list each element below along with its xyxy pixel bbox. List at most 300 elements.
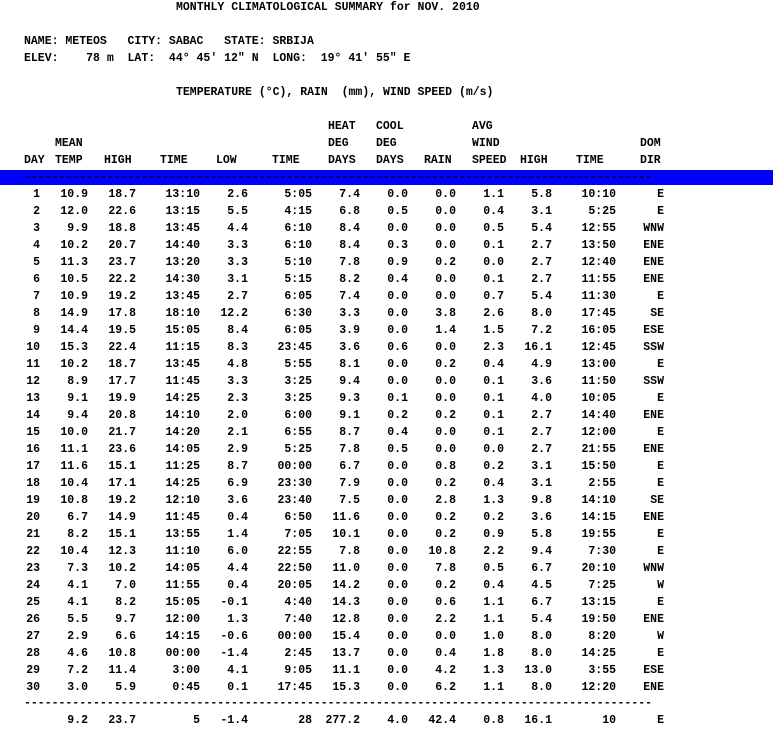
- cell-mean-temp: 4.1: [67, 579, 88, 592]
- cell-high-time: 14:40: [165, 239, 200, 252]
- cell-wind-high-time: 10:05: [581, 392, 616, 405]
- cell-dom-dir: ENE: [643, 256, 664, 269]
- report-title: MONTHLY CLIMATOLOGICAL SUMMARY for NOV. 2010: [176, 1, 480, 14]
- cell-mean-temp: 4.1: [67, 596, 88, 609]
- cell-low-temp: 3.6: [227, 494, 248, 507]
- cell-rain: 0.2: [435, 477, 456, 490]
- cell-heat-deg-days: 7.8: [339, 256, 360, 269]
- cell-high-temp: 6.6: [115, 630, 136, 643]
- cell-dom-dir: E: [657, 290, 664, 303]
- cell-high-time: 14:05: [165, 562, 200, 575]
- cell-rain: 0.0: [435, 630, 456, 643]
- cell-heat-deg-days: 7.8: [339, 545, 360, 558]
- cell-avg-wind-speed: 0.2: [483, 511, 504, 524]
- cell-high-temp: 19.2: [108, 290, 136, 303]
- cell-mean-temp: 8.9: [67, 375, 88, 388]
- cell-day: 29: [26, 664, 40, 677]
- header-heat-deg: DEG: [328, 137, 349, 150]
- cell-low-time: 6:00: [284, 409, 312, 422]
- cell-heat-deg-days: 277.2: [325, 714, 360, 727]
- cell-avg-wind-speed: 2.2: [483, 545, 504, 558]
- cell-mean-temp: 7.2: [67, 664, 88, 677]
- cell-low-temp: 0.4: [227, 579, 248, 592]
- cell-low-time: 00:00: [277, 630, 312, 643]
- cell-day: 25: [26, 596, 40, 609]
- cell-high-time: 11:25: [165, 460, 200, 473]
- cell-high-temp: 10.8: [108, 647, 136, 660]
- cell-high-time: 13:55: [165, 528, 200, 541]
- cell-dom-dir: W: [657, 579, 664, 592]
- cell-mean-temp: 14.4: [60, 324, 88, 337]
- cell-low-temp: 4.1: [227, 664, 248, 677]
- table-row: [0, 681, 773, 698]
- cell-wind-high-time: 19:55: [581, 528, 616, 541]
- cell-high-temp: 20.7: [108, 239, 136, 252]
- header-speed: SPEED: [472, 154, 507, 167]
- cell-high-time: 0:45: [172, 681, 200, 694]
- cell-heat-deg-days: 7.8: [339, 443, 360, 456]
- cell-dom-dir: SSW: [643, 375, 664, 388]
- cell-avg-wind-speed: 0.1: [483, 239, 504, 252]
- cell-mean-temp: 10.4: [60, 545, 88, 558]
- header-high: HIGH: [104, 154, 132, 167]
- cell-low-time: 3:25: [284, 375, 312, 388]
- cell-high-time: 14:30: [165, 273, 200, 286]
- cell-high-time: 18:10: [165, 307, 200, 320]
- cell-wind-high: 9.4: [531, 545, 552, 558]
- cell-avg-wind-speed: 0.9: [483, 528, 504, 541]
- cell-mean-temp: 4.6: [67, 647, 88, 660]
- cell-wind-high: 2.7: [531, 409, 552, 422]
- cell-low-time: 23:30: [277, 477, 312, 490]
- cell-cool-deg-days: 0.0: [387, 460, 408, 473]
- cell-day: 12: [26, 375, 40, 388]
- cell-high-temp: 23.7: [108, 714, 136, 727]
- cell-low-temp: 8.7: [227, 460, 248, 473]
- cell-cool-deg-days: 4.0: [387, 714, 408, 727]
- table-row: [0, 562, 773, 579]
- cell-heat-deg-days: 7.9: [339, 477, 360, 490]
- cell-rain: 3.8: [435, 307, 456, 320]
- cell-low-temp: 0.4: [227, 511, 248, 524]
- cell-avg-wind-speed: 1.1: [483, 596, 504, 609]
- cell-high-time: 15:05: [165, 596, 200, 609]
- cell-day: 18: [26, 477, 40, 490]
- cell-high-temp: 9.7: [115, 613, 136, 626]
- cell-wind-high-time: 7:30: [588, 545, 616, 558]
- cell-low-time: 5:55: [284, 358, 312, 371]
- cell-heat-deg-days: 11.6: [332, 511, 360, 524]
- cell-avg-wind-speed: 0.1: [483, 392, 504, 405]
- cell-day: 5: [33, 256, 40, 269]
- table-row: [0, 477, 773, 494]
- cell-wind-high: 2.7: [531, 443, 552, 456]
- cell-high-temp: 23.7: [108, 256, 136, 269]
- cell-day: 1: [33, 188, 40, 201]
- cell-avg-wind-speed: 0.0: [483, 443, 504, 456]
- table-row: [0, 579, 773, 596]
- cell-heat-deg-days: 9.3: [339, 392, 360, 405]
- cell-wind-high: 8.0: [531, 630, 552, 643]
- cell-cool-deg-days: 0.0: [387, 630, 408, 643]
- cell-rain: 0.2: [435, 256, 456, 269]
- table-row: [0, 545, 773, 562]
- cell-avg-wind-speed: 0.4: [483, 477, 504, 490]
- table-row: [0, 426, 773, 443]
- cell-mean-temp: 14.9: [60, 307, 88, 320]
- cell-wind-high: 16.1: [524, 341, 552, 354]
- cell-rain: 0.2: [435, 511, 456, 524]
- cell-low-time: 22:50: [277, 562, 312, 575]
- cell-cool-deg-days: 0.4: [387, 426, 408, 439]
- cell-dom-dir: E: [657, 426, 664, 439]
- cell-avg-wind-speed: 2.6: [483, 307, 504, 320]
- cell-cool-deg-days: 0.0: [387, 664, 408, 677]
- cell-rain: 0.2: [435, 358, 456, 371]
- station-line-1: NAME: METEOS CITY: SABAC STATE: SRBIJA: [24, 35, 314, 48]
- table-row: [0, 443, 773, 460]
- cell-mean-temp: 10.0: [60, 426, 88, 439]
- cell-wind-high-time: 2:55: [588, 477, 616, 490]
- cell-wind-high-time: 10: [602, 714, 616, 727]
- cell-avg-wind-speed: 0.1: [483, 375, 504, 388]
- cell-low-time: 3:25: [284, 392, 312, 405]
- cell-low-temp: 8.3: [227, 341, 248, 354]
- cell-high-temp: 17.7: [108, 375, 136, 388]
- cell-cool-deg-days: 0.6: [387, 341, 408, 354]
- cell-cool-deg-days: 0.0: [387, 647, 408, 660]
- cell-mean-temp: 9.9: [67, 222, 88, 235]
- cell-wind-high-time: 12:40: [581, 256, 616, 269]
- cell-mean-temp: 10.2: [60, 239, 88, 252]
- cell-dom-dir: WNW: [643, 562, 664, 575]
- table-row: [0, 239, 773, 256]
- header-cool: COOL: [376, 120, 404, 133]
- cell-low-temp: -1.4: [220, 647, 248, 660]
- table-row: [0, 647, 773, 664]
- cell-wind-high-time: 3:55: [588, 664, 616, 677]
- cell-dom-dir: ENE: [643, 511, 664, 524]
- cell-day: 28: [26, 647, 40, 660]
- cell-low-time: 5:15: [284, 273, 312, 286]
- cell-rain: 0.4: [435, 647, 456, 660]
- cell-cool-deg-days: 0.0: [387, 358, 408, 371]
- cell-avg-wind-speed: 1.3: [483, 494, 504, 507]
- cell-high-temp: 17.1: [108, 477, 136, 490]
- cell-cool-deg-days: 0.0: [387, 290, 408, 303]
- table-row: [0, 222, 773, 239]
- cell-wind-high: 8.0: [531, 307, 552, 320]
- cell-mean-temp: 10.8: [60, 494, 88, 507]
- cell-wind-high-time: 7:25: [588, 579, 616, 592]
- cell-day: 15: [26, 426, 40, 439]
- cell-low-temp: 2.9: [227, 443, 248, 456]
- cell-cool-deg-days: 0.0: [387, 222, 408, 235]
- cell-low-temp: 3.3: [227, 256, 248, 269]
- table-row: [0, 664, 773, 681]
- cell-mean-temp: 11.3: [60, 256, 88, 269]
- cell-dom-dir: SE: [650, 307, 664, 320]
- header-wind-high: HIGH: [520, 154, 548, 167]
- cell-cool-deg-days: 0.0: [387, 545, 408, 558]
- cell-cool-deg-days: 0.0: [387, 613, 408, 626]
- cell-dom-dir: E: [657, 596, 664, 609]
- cell-low-time: 5:25: [284, 443, 312, 456]
- cell-heat-deg-days: 7.5: [339, 494, 360, 507]
- cell-low-time: 28: [298, 714, 312, 727]
- cell-high-time: 12:00: [165, 613, 200, 626]
- cell-wind-high-time: 12:55: [581, 222, 616, 235]
- cell-heat-deg-days: 12.8: [332, 613, 360, 626]
- cell-wind-high: 3.6: [531, 511, 552, 524]
- cell-day: 17: [26, 460, 40, 473]
- cell-cool-deg-days: 0.0: [387, 324, 408, 337]
- cell-mean-temp: 7.3: [67, 562, 88, 575]
- cell-avg-wind-speed: 1.1: [483, 681, 504, 694]
- cell-cool-deg-days: 0.0: [387, 307, 408, 320]
- cell-avg-wind-speed: 0.5: [483, 562, 504, 575]
- table-row: [0, 511, 773, 528]
- cell-dom-dir: ENE: [643, 273, 664, 286]
- cell-low-temp: 8.4: [227, 324, 248, 337]
- cell-dom-dir: ENE: [643, 681, 664, 694]
- cell-day: 26: [26, 613, 40, 626]
- cell-low-temp: 4.4: [227, 562, 248, 575]
- cell-low-temp: 3.3: [227, 375, 248, 388]
- header-avg: AVG: [472, 120, 493, 133]
- cell-wind-high-time: 11:55: [581, 273, 616, 286]
- cell-wind-high: 3.1: [531, 460, 552, 473]
- cell-dom-dir: E: [657, 188, 664, 201]
- cell-high-temp: 7.0: [115, 579, 136, 592]
- cell-low-time: 6:10: [284, 239, 312, 252]
- cell-rain: 0.2: [435, 528, 456, 541]
- cell-heat-deg-days: 15.4: [332, 630, 360, 643]
- cell-high-time: 13:10: [165, 188, 200, 201]
- cell-rain: 0.0: [435, 290, 456, 303]
- cell-heat-deg-days: 7.4: [339, 188, 360, 201]
- cell-high-temp: 20.8: [108, 409, 136, 422]
- cell-low-temp: 5.5: [227, 205, 248, 218]
- cell-day: 11: [26, 358, 40, 371]
- cell-high-temp: 15.1: [108, 460, 136, 473]
- cell-avg-wind-speed: 0.0: [483, 256, 504, 269]
- cell-low-temp: -0.1: [220, 596, 248, 609]
- cell-low-temp: -0.6: [220, 630, 248, 643]
- cell-day: 4: [33, 239, 40, 252]
- cell-high-time: 15:05: [165, 324, 200, 337]
- cell-avg-wind-speed: 1.0: [483, 630, 504, 643]
- table-row: [0, 528, 773, 545]
- header-time-high: TIME: [160, 154, 188, 167]
- cell-high-time: 13:45: [165, 222, 200, 235]
- cell-wind-high: 3.1: [531, 477, 552, 490]
- cell-rain: 4.2: [435, 664, 456, 677]
- cell-heat-deg-days: 15.3: [332, 681, 360, 694]
- cell-day: 30: [26, 681, 40, 694]
- cell-avg-wind-speed: 0.2: [483, 460, 504, 473]
- cell-low-time: 4:15: [284, 205, 312, 218]
- cell-wind-high: 2.7: [531, 426, 552, 439]
- cell-low-temp: 1.3: [227, 613, 248, 626]
- cell-cool-deg-days: 0.4: [387, 273, 408, 286]
- header-dom: DOM: [640, 137, 661, 150]
- cell-low-temp: 4.4: [227, 222, 248, 235]
- cell-rain: 0.0: [435, 341, 456, 354]
- cell-wind-high: 4.0: [531, 392, 552, 405]
- table-row: [0, 188, 773, 205]
- cell-dom-dir: ENE: [643, 239, 664, 252]
- cell-low-temp: 6.9: [227, 477, 248, 490]
- cell-dom-dir: E: [657, 358, 664, 371]
- cell-high-temp: 15.1: [108, 528, 136, 541]
- cell-low-temp: 2.3: [227, 392, 248, 405]
- table-row: [0, 256, 773, 273]
- cell-mean-temp: 10.9: [60, 188, 88, 201]
- cell-rain: 0.0: [435, 205, 456, 218]
- cell-rain: 6.2: [435, 681, 456, 694]
- cell-heat-deg-days: 8.4: [339, 222, 360, 235]
- cell-mean-temp: 10.4: [60, 477, 88, 490]
- cell-rain: 0.0: [435, 443, 456, 456]
- cell-rain: 0.8: [435, 460, 456, 473]
- cell-dom-dir: ESE: [643, 324, 664, 337]
- cell-rain: 10.8: [428, 545, 456, 558]
- cell-low-time: 6:10: [284, 222, 312, 235]
- cell-mean-temp: 10.5: [60, 273, 88, 286]
- table-row: [0, 324, 773, 341]
- table-row: [0, 596, 773, 613]
- cell-wind-high-time: 11:50: [581, 375, 616, 388]
- cell-dom-dir: ESE: [643, 664, 664, 677]
- cell-heat-deg-days: 3.6: [339, 341, 360, 354]
- cell-avg-wind-speed: 0.1: [483, 409, 504, 422]
- cell-high-time: 14:05: [165, 443, 200, 456]
- cell-cool-deg-days: 0.0: [387, 494, 408, 507]
- cell-heat-deg-days: 11.0: [332, 562, 360, 575]
- cell-rain: 0.0: [435, 222, 456, 235]
- cell-heat-deg-days: 9.4: [339, 375, 360, 388]
- cell-heat-deg-days: 14.2: [332, 579, 360, 592]
- cell-cool-deg-days: 0.3: [387, 239, 408, 252]
- cell-low-temp: 1.4: [227, 528, 248, 541]
- cell-high-time: 11:55: [165, 579, 200, 592]
- cell-wind-high: 3.6: [531, 375, 552, 388]
- cell-day: 14: [26, 409, 40, 422]
- cell-heat-deg-days: 6.8: [339, 205, 360, 218]
- cell-day: 10: [26, 341, 40, 354]
- cell-wind-high-time: 15:50: [581, 460, 616, 473]
- cell-heat-deg-days: 8.2: [339, 273, 360, 286]
- cell-low-time: 22:55: [277, 545, 312, 558]
- cell-low-time: 6:30: [284, 307, 312, 320]
- cell-day: 24: [26, 579, 40, 592]
- cell-high-time: 11:45: [165, 375, 200, 388]
- cell-dom-dir: SSW: [643, 341, 664, 354]
- separator-bottom: -------------------------------------------------------------------------------------------: [24, 697, 653, 710]
- cell-wind-high: 4.9: [531, 358, 552, 371]
- cell-mean-temp: 9.1: [67, 392, 88, 405]
- cell-high-temp: 17.8: [108, 307, 136, 320]
- cell-mean-temp: 2.9: [67, 630, 88, 643]
- cell-cool-deg-days: 0.0: [387, 596, 408, 609]
- cell-cool-deg-days: 0.0: [387, 562, 408, 575]
- cell-rain: 42.4: [428, 714, 456, 727]
- cell-dom-dir: E: [657, 714, 664, 727]
- table-row: [0, 613, 773, 630]
- header-time-wind: TIME: [576, 154, 604, 167]
- cell-wind-high: 9.8: [531, 494, 552, 507]
- cell-day: 13: [26, 392, 40, 405]
- cell-avg-wind-speed: 0.8: [483, 714, 504, 727]
- cell-wind-high-time: 21:55: [581, 443, 616, 456]
- cell-wind-high: 2.7: [531, 273, 552, 286]
- cell-cool-deg-days: 0.5: [387, 443, 408, 456]
- cell-low-time: 6:05: [284, 324, 312, 337]
- cell-high-temp: 10.2: [108, 562, 136, 575]
- cell-heat-deg-days: 8.1: [339, 358, 360, 371]
- table-row: [0, 375, 773, 392]
- cell-wind-high: 4.5: [531, 579, 552, 592]
- cell-high-time: 5: [193, 714, 200, 727]
- cell-wind-high-time: 11:30: [581, 290, 616, 303]
- cell-rain: 0.6: [435, 596, 456, 609]
- cell-dom-dir: E: [657, 477, 664, 490]
- table-row: [0, 630, 773, 647]
- cell-heat-deg-days: 9.1: [339, 409, 360, 422]
- cell-cool-deg-days: 0.0: [387, 477, 408, 490]
- cell-avg-wind-speed: 1.3: [483, 664, 504, 677]
- cell-wind-high: 7.2: [531, 324, 552, 337]
- cell-high-time: 11:45: [165, 511, 200, 524]
- cell-cool-deg-days: 0.9: [387, 256, 408, 269]
- cell-rain: 2.2: [435, 613, 456, 626]
- header-mean: MEAN: [55, 137, 83, 150]
- cell-day: 20: [26, 511, 40, 524]
- cell-wind-high: 13.0: [524, 664, 552, 677]
- cell-wind-high: 5.8: [531, 528, 552, 541]
- cell-low-temp: 12.2: [220, 307, 248, 320]
- cell-high-temp: 18.7: [108, 358, 136, 371]
- cell-wind-high: 5.4: [531, 613, 552, 626]
- cell-heat-deg-days: 3.9: [339, 324, 360, 337]
- cell-high-time: 14:15: [165, 630, 200, 643]
- cell-dom-dir: WNW: [643, 222, 664, 235]
- cell-avg-wind-speed: 0.7: [483, 290, 504, 303]
- station-line-2: ELEV: 78 m LAT: 44° 45' 12" N LONG: 19° 41' 55" E: [24, 52, 411, 65]
- cell-low-time: 2:45: [284, 647, 312, 660]
- cell-cool-deg-days: 0.0: [387, 511, 408, 524]
- cell-high-time: 12:10: [165, 494, 200, 507]
- table-row: [0, 392, 773, 409]
- cell-day: 7: [33, 290, 40, 303]
- cell-high-temp: 19.2: [108, 494, 136, 507]
- cell-wind-high: 6.7: [531, 596, 552, 609]
- cell-day: 27: [26, 630, 40, 643]
- table-row: [0, 494, 773, 511]
- cell-wind-high: 8.0: [531, 681, 552, 694]
- cell-dom-dir: E: [657, 528, 664, 541]
- cell-dom-dir: ENE: [643, 409, 664, 422]
- cell-low-time: 7:40: [284, 613, 312, 626]
- cell-high-time: 11:10: [165, 545, 200, 558]
- cell-dom-dir: E: [657, 392, 664, 405]
- cell-rain: 1.4: [435, 324, 456, 337]
- cell-high-temp: 22.4: [108, 341, 136, 354]
- header-heat-days: DAYS: [328, 154, 356, 167]
- cell-low-temp: 2.7: [227, 290, 248, 303]
- cell-high-time: 00:00: [165, 647, 200, 660]
